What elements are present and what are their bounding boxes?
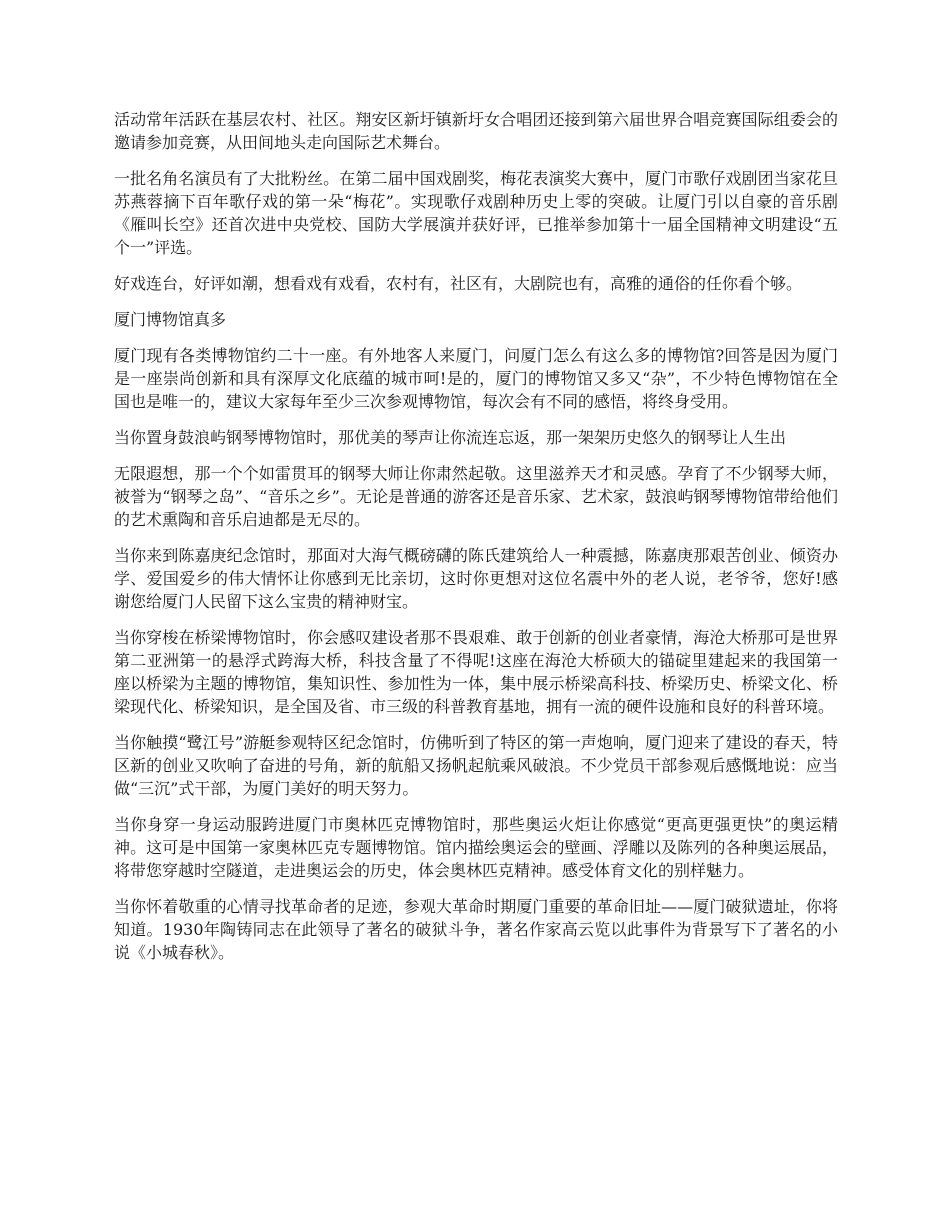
document-body (114, 108, 838, 977)
paragraph-olympic-museum: 当你身穿一身运动服跨进厦门市奥林匹克博物馆时，那些奥运火炬让你感觉“更高更强更快”的奥运精神。这可是中国第一家奥林匹克专题博物馆。馆内描绘奥运会的壁画、浮雕以及陈列的各种奥运展品，将带您穿越时空隧道，走进奥运会的历史，体会奥林匹克精神。感受体育文化的别样魅力。 (114, 815, 838, 880)
paragraph-bridge-museum: 当你穿梭在桥梁博物馆时，你会感叹建设者那不畏艰难、敢于创新的创业者豪情，海沧大桥那可是世界第二亚洲第一的悬浮式跨海大桥，科技含量了不得呢!这座在海沧大桥硕大的锚碇里建起来的我国第一座以桥梁为主题的博物馆，集知识性、参加性为一体，集中展示桥梁高科技、桥梁历史、桥梁文化、桥梁现代化、桥梁知识，是全国及省、市三级的科普教育基地，拥有一流的硬件设施和良好的科普环境。 (114, 628, 838, 716)
paragraph-piano-masters: 无限遐想，那一个个如雷贯耳的钢琴大师让你肃然起敬。这里滋养天才和灵感。孕育了不少钢琴大师，被誉为“钢琴之岛”、“音乐之乡”。无论是普通的游客还是音乐家、艺术家，鼓浪屿钢琴博物馆带给他们的艺术熏陶和音乐启迪都是无尽的。 (114, 464, 838, 529)
paragraph-museum-count: 厦门现有各类博物馆约二十一座。有外地客人来厦门，问厦门怎么有这么多的博物馆?回答是因为厦门是一座崇尚创新和具有深厚文化底蕴的城市呵!是的，厦门的博物馆又多又“杂”，不少特色博物馆在全国也是唯一的，建议大家每年至少三次参观博物馆，每次会有不同的感悟，将终身受用。 (114, 346, 838, 411)
section-heading-museums: 厦门博物馆真多 (114, 310, 227, 329)
paragraph-prison-break-site: 当你怀着敬重的心情寻找革命者的足迹，参观大革命时期厦门重要的革命旧址——厦门破狱遗址，你将知道。1930年陶铸同志在此领导了著名的破狱斗争，著名作家高云览以此事件为背景写下了著名的小说《小城春秋》。 (114, 897, 838, 962)
paragraph-piano-museum: 当你置身鼓浪屿钢琴博物馆时，那优美的琴声让你流连忘返，那一架架历史悠久的钢琴让人生出 (114, 428, 787, 447)
paragraph-special-zone: 当你触摸“鹭江号”游艇参观特区纪念馆时，仿佛听到了特区的第一声炮响，厦门迎来了建设的春天，特区新的创业又吹响了奋进的号角，新的航船又扬帆起航乘风破浪。不少党员干部参观后感慨地说：应当做“三沉”式干部，为厦门美好的明天努力。 (114, 733, 838, 798)
paragraph-good-shows: 好戏连台，好评如潮，想看戏有戏看，农村有，社区有，大剧院也有，高雅的通俗的任你看个够。 (114, 274, 803, 293)
paragraph-opera-actors: 一批名角名演员有了大批粉丝。在第二届中国戏剧奖，梅花表演奖大赛中，厦门市歌仔戏剧团当家花旦苏燕蓉摘下百年歌仔戏的第一朵“梅花”。实现歌仔戏剧种历史上零的突破。让厦门引以自豪的音乐剧《雁叫长空》还首次进中央党校、国防大学展演并获好评，已推举参加第十一届全国精神文明建设“五个一”评选。 (114, 169, 838, 257)
paragraph-tan-kah-kee: 当你来到陈嘉庚纪念馆时，那面对大海气概磅礴的陈氏建筑给人一种震撼，陈嘉庚那艰苦创业、倾资办学、爱国爱乡的伟大情怀让你感到无比亲切，这时你更想对这位名震中外的老人说，老爷爷，您好!感谢您给厦门人民留下这么宝贵的精神财宝。 (114, 546, 838, 611)
paragraph-choir: 活动常年活跃在基层农村、社区。翔安区新圩镇新圩女合唱团还接到第六届世界合唱竞赛国际组委会的邀请参加竞赛，从田间地头走向国际艺术舞台。 (114, 110, 838, 152)
